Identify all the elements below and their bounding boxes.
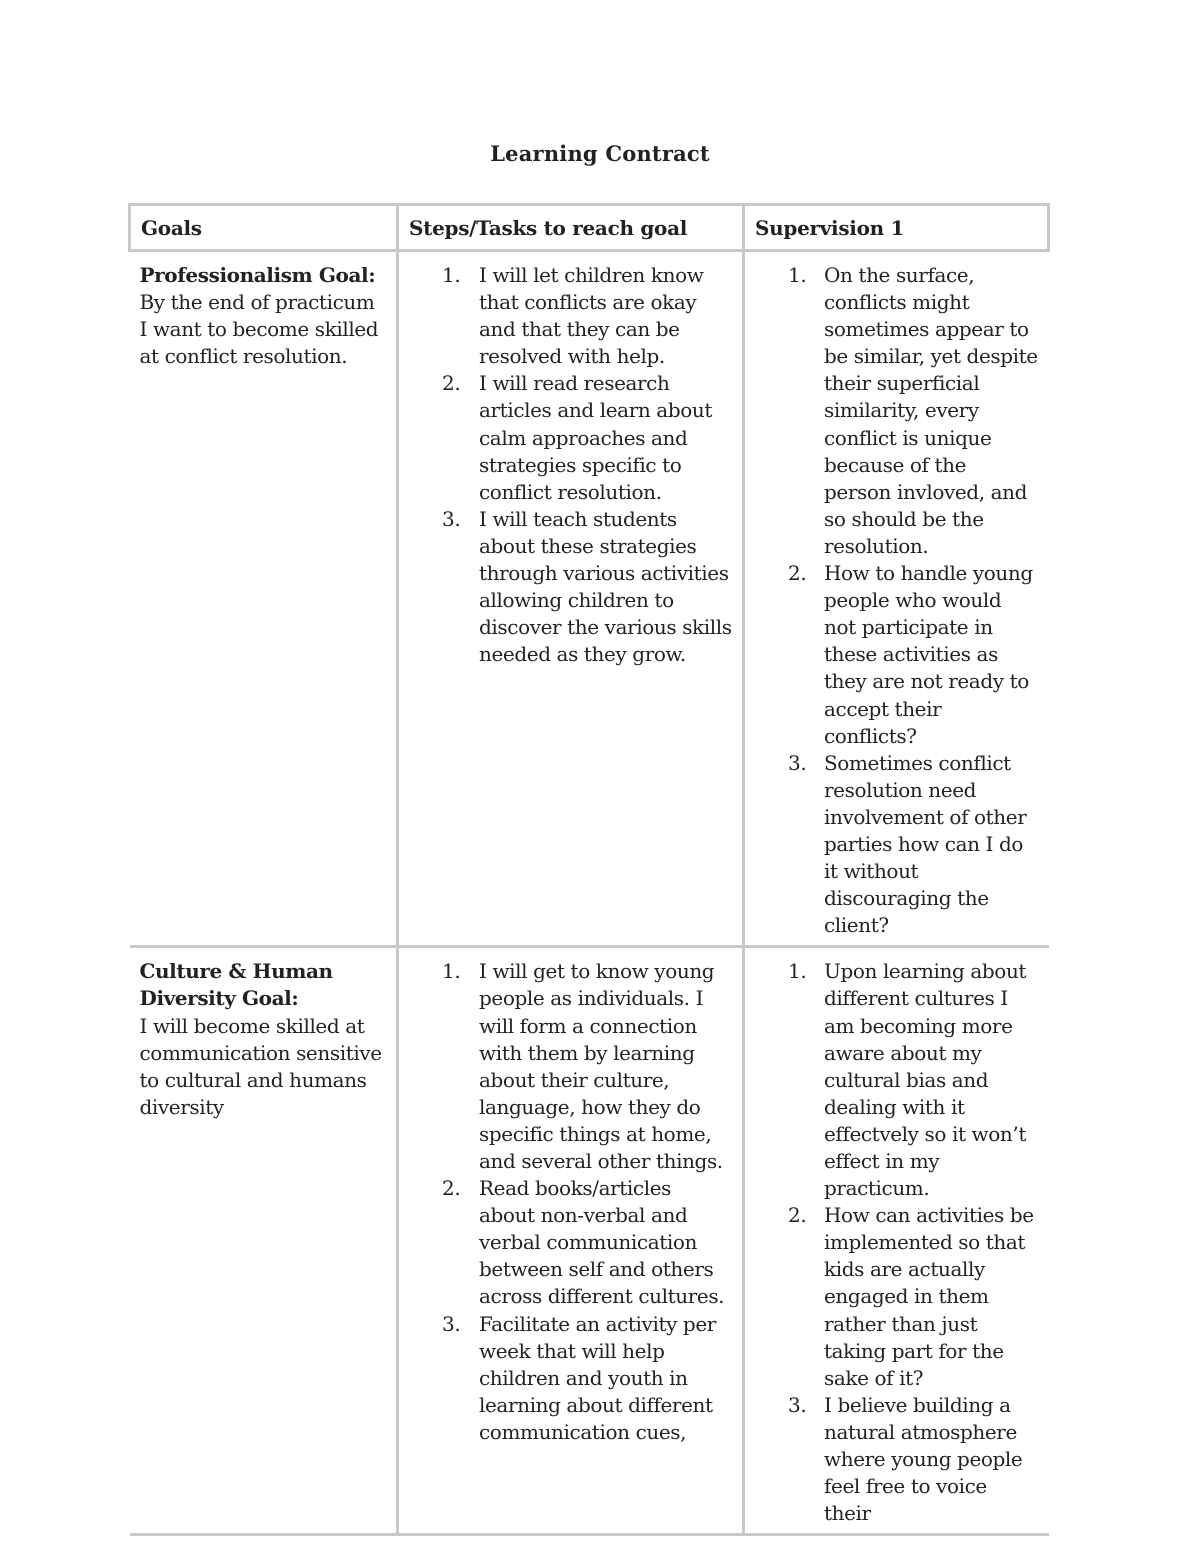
list-number: 2.: [788, 561, 807, 586]
list-item: [409, 1311, 732, 1446]
supervision-cell: [744, 947, 1049, 1535]
list-number: 1.: [442, 959, 461, 984]
goal-cell: [130, 251, 398, 947]
list-item: [755, 560, 1039, 750]
list-number: 2.: [788, 1203, 807, 1228]
list-item-text: I will let children know that conflicts are okay and that they can be resolved with help.: [479, 263, 704, 369]
list-number: 3.: [788, 750, 807, 775]
goal-text: I will become skilled at communication sensitive to cultural and humans diversity: [139, 1013, 382, 1119]
list-number: 3.: [442, 506, 461, 531]
list-item-text: Facilitate an activity per week that will help children and youth in learning about different communication cues,: [479, 1311, 716, 1444]
list-item-text: How to handle young people who would not participate in these activities as they are not ready to accept their conflicts?: [824, 561, 1033, 748]
learning-contract-table: [128, 203, 1050, 1536]
steps-list: [409, 262, 732, 668]
list-item: [755, 1392, 1039, 1527]
steps-cell: [398, 947, 744, 1535]
supervision-list: [755, 262, 1039, 939]
goal-text: By the end of practicum I want to become skilled at conflict resolution.: [139, 290, 379, 369]
list-item-text: How can activities be implemented so that kids are actually engaged in them rather than just taking part for the sake of it?: [824, 1203, 1034, 1390]
table-row: [130, 947, 1049, 1535]
list-item-text: Upon learning about different cultures I am becoming more aware about my cultural bias and dealing with it effectvely so it won’t effect in my practicum.: [824, 959, 1027, 1201]
list-item-text: On the surface, conflicts might sometimes appear to be similar, yet despite their superficial similarity, every conflict is unique because of the person invloved, and so should be the resolution.: [824, 263, 1038, 558]
list-item: [409, 958, 732, 1175]
goal-cell: [130, 947, 398, 1535]
list-number: 2.: [442, 1176, 461, 1201]
list-number: 1.: [788, 959, 807, 984]
list-item: [755, 262, 1039, 560]
list-item: [409, 262, 732, 370]
list-number: 1.: [442, 263, 461, 287]
list-item-text: I will read research articles and learn about calm approaches and strategies specific to conflict resolution.: [479, 371, 712, 504]
header-steps-tasks: Steps/Tasks to reach goal: [398, 205, 744, 251]
list-item: [755, 1202, 1039, 1392]
list-number: 2.: [442, 371, 461, 396]
goal-heading: Professionalism Goal:: [139, 263, 376, 287]
list-item-text: Sometimes conflict resolution need involvement of other parties how can I do it without discouraging the client?: [824, 750, 1027, 938]
list-item: [755, 750, 1039, 940]
list-number: 3.: [788, 1392, 807, 1417]
header-supervision: Supervision 1: [744, 205, 1049, 251]
list-item: [409, 506, 732, 669]
table-header-row: [130, 205, 1049, 251]
supervision-list: [755, 958, 1039, 1527]
list-number: 3.: [442, 1311, 461, 1336]
steps-cell: [398, 251, 744, 947]
document-title: Learning Contract: [490, 141, 710, 166]
list-item: [409, 370, 732, 505]
header-goals: Goals: [130, 205, 398, 251]
table-row: [130, 251, 1049, 947]
steps-list: [409, 958, 732, 1446]
goal-heading: Culture & Human Diversity Goal:: [139, 959, 333, 1011]
list-number: 1.: [788, 263, 807, 287]
list-item-text: I will get to know young people as individuals. I will form a connection with them by learning about their culture, language, how they do specific things at home, and several other things.: [479, 959, 723, 1173]
list-item-text: I will teach students about these strategies through various activities allowing children to discover the various skills needed as they grow.: [479, 506, 732, 667]
list-item: [409, 1175, 732, 1310]
list-item-text: I believe building a natural atmosphere where young people feel free to voice their: [824, 1392, 1023, 1526]
supervision-cell: [744, 251, 1049, 947]
list-item: [755, 958, 1039, 1202]
list-item-text: Read books/articles about non-verbal and verbal communication between self and others across different cultures.: [479, 1176, 725, 1309]
